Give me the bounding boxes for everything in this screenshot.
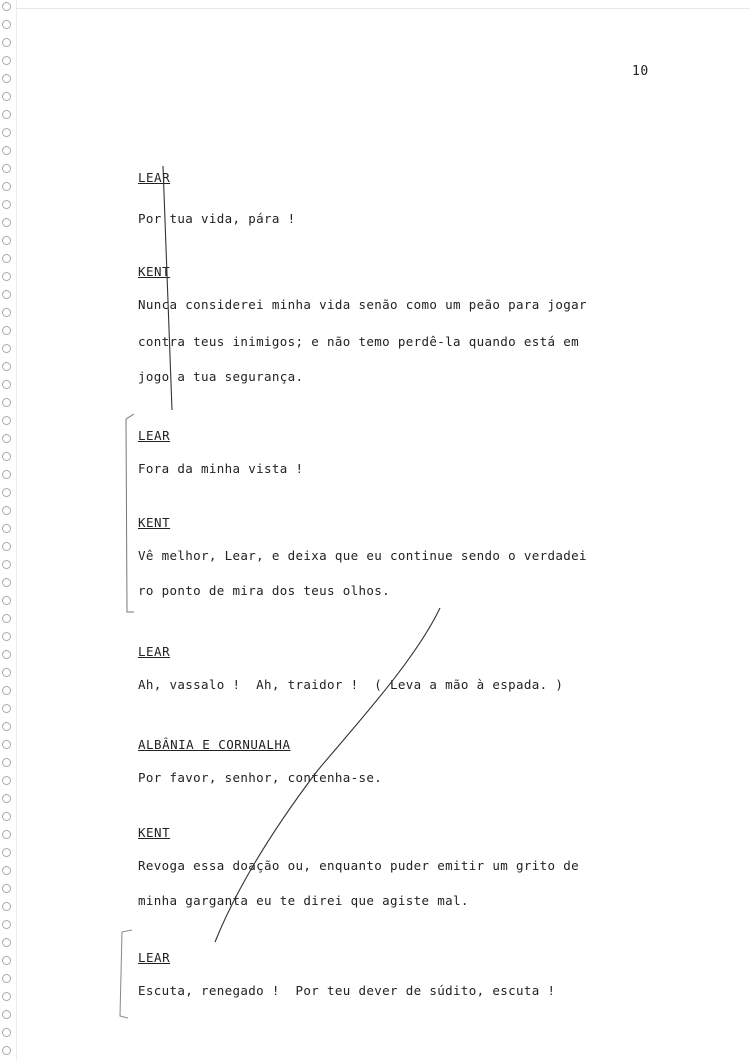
speaker-name: LEAR — [138, 644, 171, 659]
perforation-hole — [2, 686, 11, 695]
dialogue-entry — [138, 825, 698, 908]
perforation-hole — [2, 524, 11, 533]
dialogue-line: jogo a tua segurança. — [138, 369, 304, 384]
perforation-hole — [2, 218, 11, 227]
perforation-hole — [2, 272, 11, 281]
perforation-hole — [2, 1010, 11, 1019]
speaker-name: ALBÂNIA E CORNUALHA — [138, 737, 291, 752]
dialogue-line: contra teus inimigos; e não temo perdê-la quando está em — [138, 334, 580, 349]
perforation-hole — [2, 290, 11, 299]
speaker-name: LEAR — [138, 170, 171, 185]
perforation-hole — [2, 758, 11, 767]
perforation-hole — [2, 56, 11, 65]
dialogue-line: Revoga essa doação ou, enquanto puder emitir um grito de — [138, 858, 580, 873]
perforation-hole — [2, 128, 11, 137]
speaker-name: LEAR — [138, 428, 171, 443]
perforation-hole — [2, 254, 11, 263]
left-bracket-mark — [126, 414, 134, 612]
perforation-hole — [2, 902, 11, 911]
dialogue-entry — [138, 264, 698, 384]
perforation-hole — [2, 920, 11, 929]
perforation-hole — [2, 848, 11, 857]
dialogue-line: ro ponto de mira dos teus olhos. — [138, 583, 391, 598]
perforation-line — [16, 0, 17, 1060]
perforation-hole — [2, 722, 11, 731]
perforation-hole — [2, 344, 11, 353]
perforation-hole — [2, 506, 11, 515]
perforation-hole — [2, 992, 11, 1001]
dialogue-line: Nunca considerei minha vida senão como um peão para jogar — [138, 297, 587, 312]
perforation-hole — [2, 578, 11, 587]
page-number: 10 — [632, 64, 649, 79]
perforation-hole — [2, 380, 11, 389]
speaker-name: LEAR — [138, 950, 171, 965]
dialogue-entry — [138, 170, 698, 226]
perforation-hole — [2, 776, 11, 785]
speaker-name: KENT — [138, 825, 171, 840]
perforation-hole — [2, 308, 11, 317]
speaker-name: KENT — [138, 264, 171, 279]
perforation-hole — [2, 416, 11, 425]
perforation-hole — [2, 20, 11, 29]
perforation-hole — [2, 470, 11, 479]
perforation-hole — [2, 830, 11, 839]
perforation-hole — [2, 164, 11, 173]
perforation-hole — [2, 362, 11, 371]
perforation-hole — [2, 2, 11, 11]
perforation-hole — [2, 236, 11, 245]
perforation-hole — [2, 812, 11, 821]
dialogue-line: minha garganta eu te direi que agiste mal. — [138, 893, 469, 908]
perforation-hole — [2, 542, 11, 551]
dialogue-line: Fora da minha vista ! — [138, 461, 304, 476]
perforation-hole — [2, 596, 11, 605]
perforation-hole — [2, 92, 11, 101]
perforation-hole — [2, 974, 11, 983]
speaker-name: KENT — [138, 515, 171, 530]
perforation-hole — [2, 488, 11, 497]
dialogue-entry — [138, 644, 698, 692]
left-bracket-mark — [120, 930, 132, 1018]
perforation-hole — [2, 200, 11, 209]
perforation-strip — [0, 0, 16, 1060]
dialogue-line: Escuta, renegado ! Por teu dever de súdito, escuta ! — [138, 983, 556, 998]
perforation-hole — [2, 704, 11, 713]
perforation-hole — [2, 1046, 11, 1055]
perforation-hole — [2, 866, 11, 875]
perforation-hole — [2, 668, 11, 677]
dialogue-line: Por favor, senhor, contenha-se. — [138, 770, 383, 785]
dialogue-entry — [138, 950, 698, 998]
perforation-hole — [2, 146, 11, 155]
perforation-hole — [2, 560, 11, 569]
perforation-hole — [2, 434, 11, 443]
perforation-hole — [2, 38, 11, 47]
perforation-hole — [2, 74, 11, 83]
dialogue-line: Ah, vassalo ! Ah, traidor ! ( Leva a mão à espada. ) — [138, 677, 564, 692]
perforation-hole — [2, 740, 11, 749]
dialogue-entry — [138, 737, 698, 785]
perforation-hole — [2, 938, 11, 947]
dialogue-line: Vê melhor, Lear, e deixa que eu continue sendo o verdadei — [138, 548, 587, 563]
perforation-hole — [2, 182, 11, 191]
dialogue-line: Por tua vida, pára ! — [138, 211, 296, 226]
perforation-hole — [2, 326, 11, 335]
perforation-hole — [2, 650, 11, 659]
perforation-hole — [2, 398, 11, 407]
page-top-edge — [16, 8, 750, 9]
dialogue-entry — [138, 428, 698, 476]
perforation-hole — [2, 884, 11, 893]
dialogue-entry — [138, 515, 698, 598]
perforation-hole — [2, 632, 11, 641]
perforation-hole — [2, 614, 11, 623]
perforation-hole — [2, 110, 11, 119]
perforation-hole — [2, 1028, 11, 1037]
perforation-hole — [2, 794, 11, 803]
perforation-hole — [2, 956, 11, 965]
perforation-hole — [2, 452, 11, 461]
